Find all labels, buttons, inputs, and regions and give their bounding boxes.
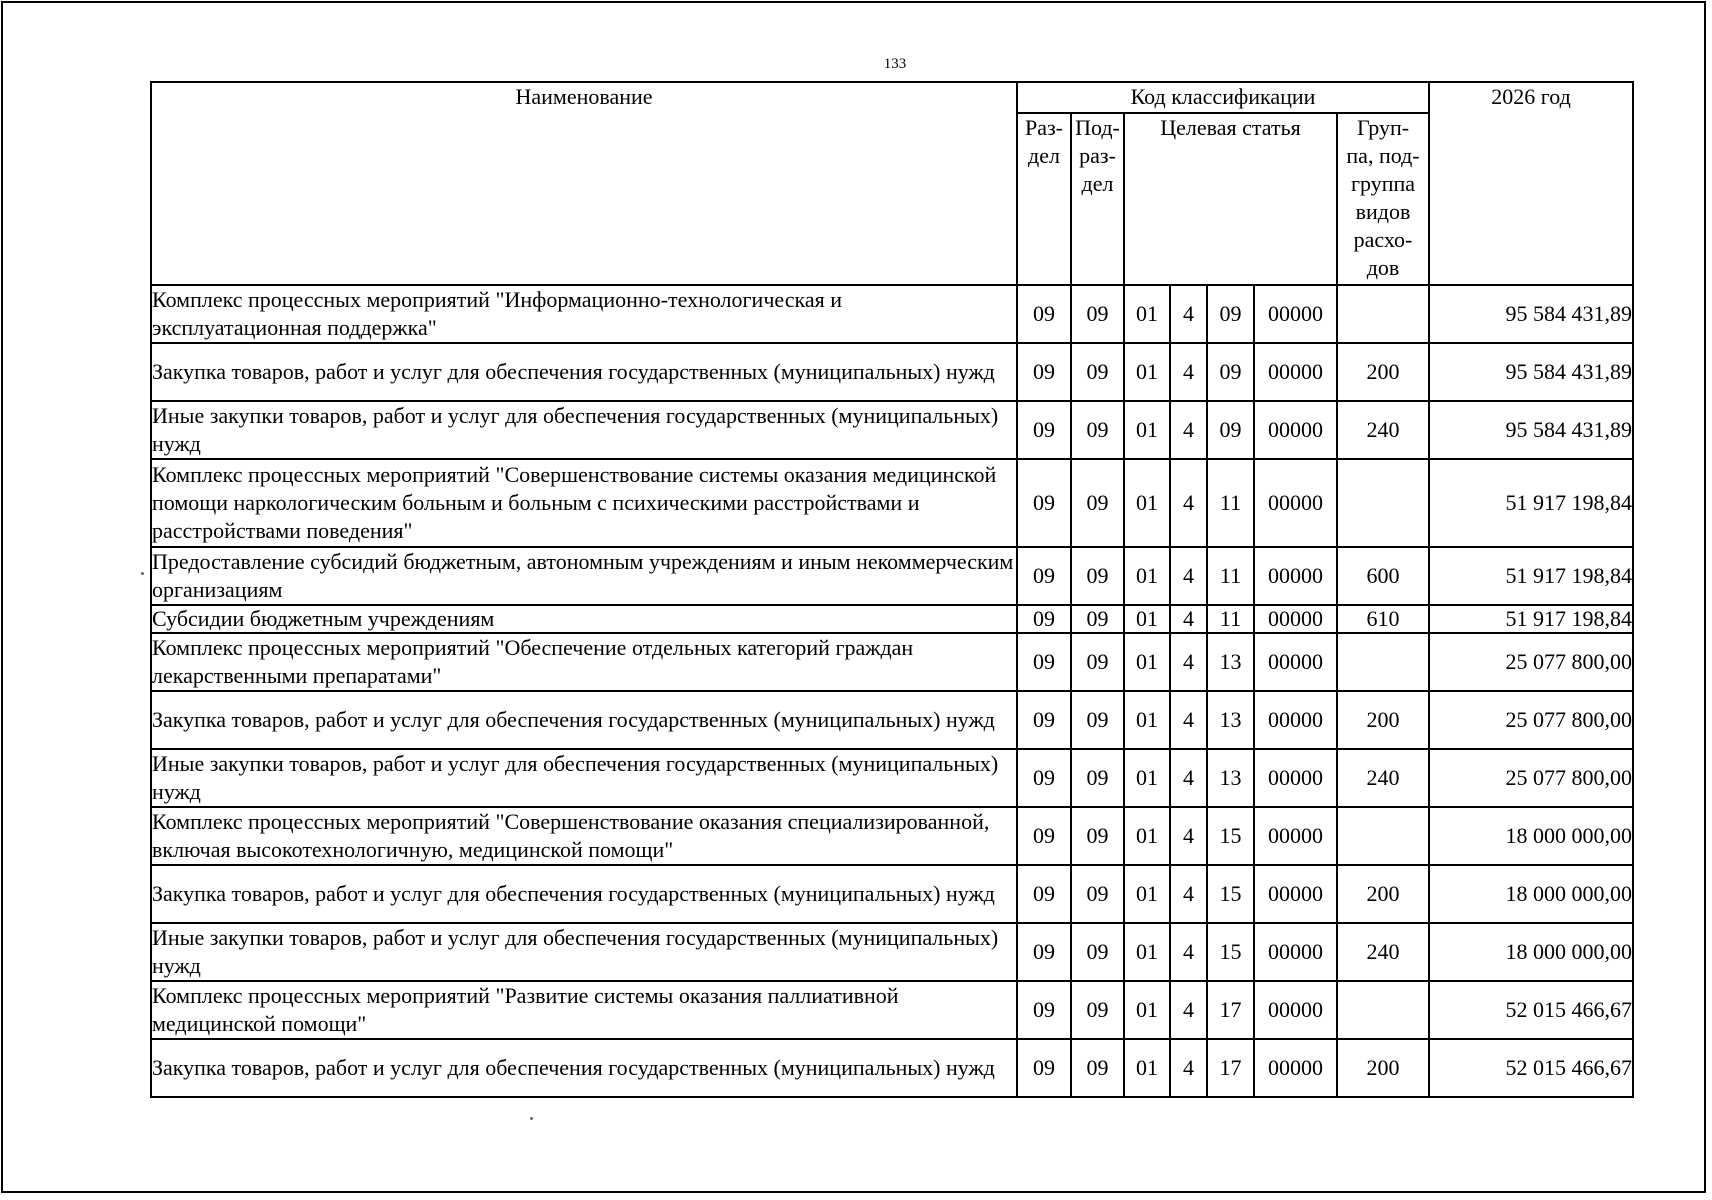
row-amount: 18 000 000,00 bbox=[1429, 865, 1633, 923]
row-subsection: 09 bbox=[1071, 749, 1124, 807]
row-section: 09 bbox=[1017, 605, 1071, 633]
row-target-type: 4 bbox=[1170, 605, 1207, 633]
row-name: Иные закупки товаров, работ и услуг для обеспечения государственных (муниципальных) нужд bbox=[151, 749, 1017, 807]
row-target-program: 01 bbox=[1124, 865, 1170, 923]
row-target-measure: 11 bbox=[1207, 547, 1254, 605]
header-target-article: Целевая статья bbox=[1124, 113, 1337, 285]
row-amount: 52 015 466,67 bbox=[1429, 981, 1633, 1039]
budget-table bbox=[150, 81, 1634, 1098]
row-expense-group bbox=[1337, 807, 1429, 865]
row-subsection: 09 bbox=[1071, 459, 1124, 547]
row-target-type: 4 bbox=[1170, 691, 1207, 749]
row-subsection: 09 bbox=[1071, 1039, 1124, 1097]
row-name: Комплекс процессных мероприятий "Совершенствование оказания специализированной, включая высокотехнологичную, медицинской помощи" bbox=[151, 807, 1017, 865]
table-row bbox=[151, 547, 1633, 605]
row-target-measure: 11 bbox=[1207, 459, 1254, 547]
row-amount: 51 917 198,84 bbox=[1429, 547, 1633, 605]
row-name: Предоставление субсидий бюджетным, автономным учреждениям и иным некоммерческим организациям bbox=[151, 547, 1017, 605]
row-target-program: 01 bbox=[1124, 691, 1170, 749]
row-target-program: 01 bbox=[1124, 923, 1170, 981]
row-target-direction: 00000 bbox=[1254, 459, 1337, 547]
table-row bbox=[151, 1039, 1633, 1097]
header-year: 2026 год bbox=[1429, 82, 1633, 285]
table-row bbox=[151, 459, 1633, 547]
row-expense-group: 200 bbox=[1337, 691, 1429, 749]
scan-speck bbox=[141, 572, 144, 575]
row-expense-group: 200 bbox=[1337, 343, 1429, 401]
row-subsection: 09 bbox=[1071, 401, 1124, 459]
row-target-measure: 15 bbox=[1207, 807, 1254, 865]
row-target-program: 01 bbox=[1124, 343, 1170, 401]
row-target-direction: 00000 bbox=[1254, 285, 1337, 343]
row-target-direction: 00000 bbox=[1254, 343, 1337, 401]
row-target-type: 4 bbox=[1170, 343, 1207, 401]
header-subsection: Под- раз- дел bbox=[1071, 113, 1124, 285]
row-expense-group bbox=[1337, 633, 1429, 691]
row-expense-group: 600 bbox=[1337, 547, 1429, 605]
row-target-type: 4 bbox=[1170, 285, 1207, 343]
row-expense-group: 200 bbox=[1337, 1039, 1429, 1097]
table-body bbox=[151, 285, 1633, 1097]
table-row bbox=[151, 691, 1633, 749]
row-target-program: 01 bbox=[1124, 749, 1170, 807]
row-target-measure: 13 bbox=[1207, 633, 1254, 691]
row-section: 09 bbox=[1017, 547, 1071, 605]
row-amount: 51 917 198,84 bbox=[1429, 459, 1633, 547]
row-expense-group bbox=[1337, 981, 1429, 1039]
row-subsection: 09 bbox=[1071, 807, 1124, 865]
row-section: 09 bbox=[1017, 459, 1071, 547]
row-expense-group: 240 bbox=[1337, 401, 1429, 459]
row-target-measure: 11 bbox=[1207, 605, 1254, 633]
row-expense-group: 240 bbox=[1337, 749, 1429, 807]
table-row bbox=[151, 401, 1633, 459]
row-amount: 18 000 000,00 bbox=[1429, 807, 1633, 865]
row-target-measure: 13 bbox=[1207, 691, 1254, 749]
row-target-measure: 09 bbox=[1207, 401, 1254, 459]
row-section: 09 bbox=[1017, 981, 1071, 1039]
row-subsection: 09 bbox=[1071, 605, 1124, 633]
row-name: Комплекс процессных мероприятий "Совершенствование системы оказания медицинской помощи наркологическим больным и больным с психическими расстройствами и расстройствами поведения" bbox=[151, 459, 1017, 547]
row-target-direction: 00000 bbox=[1254, 865, 1337, 923]
row-target-program: 01 bbox=[1124, 401, 1170, 459]
row-name: Закупка товаров, работ и услуг для обеспечения государственных (муниципальных) нужд bbox=[151, 343, 1017, 401]
row-target-direction: 00000 bbox=[1254, 923, 1337, 981]
row-target-measure: 15 bbox=[1207, 865, 1254, 923]
row-target-type: 4 bbox=[1170, 1039, 1207, 1097]
row-name: Закупка товаров, работ и услуг для обеспечения государственных (муниципальных) нужд bbox=[151, 1039, 1017, 1097]
header-expense-group: Груп- па, под- группа видов расхо- дов bbox=[1337, 113, 1429, 285]
row-subsection: 09 bbox=[1071, 923, 1124, 981]
row-target-program: 01 bbox=[1124, 459, 1170, 547]
row-section: 09 bbox=[1017, 343, 1071, 401]
table-row bbox=[151, 605, 1633, 633]
row-target-type: 4 bbox=[1170, 865, 1207, 923]
row-target-type: 4 bbox=[1170, 633, 1207, 691]
row-name: Закупка товаров, работ и услуг для обеспечения государственных (муниципальных) нужд bbox=[151, 865, 1017, 923]
header-section: Раз- дел bbox=[1017, 113, 1071, 285]
row-subsection: 09 bbox=[1071, 865, 1124, 923]
row-amount: 95 584 431,89 bbox=[1429, 401, 1633, 459]
row-target-type: 4 bbox=[1170, 401, 1207, 459]
header-classification-code: Код классификации bbox=[1017, 82, 1429, 113]
row-target-program: 01 bbox=[1124, 981, 1170, 1039]
row-name: Иные закупки товаров, работ и услуг для обеспечения государственных (муниципальных) нужд bbox=[151, 923, 1017, 981]
row-target-measure: 09 bbox=[1207, 285, 1254, 343]
table-row bbox=[151, 865, 1633, 923]
table-row bbox=[151, 981, 1633, 1039]
row-target-type: 4 bbox=[1170, 547, 1207, 605]
row-target-program: 01 bbox=[1124, 285, 1170, 343]
row-target-program: 01 bbox=[1124, 633, 1170, 691]
row-section: 09 bbox=[1017, 865, 1071, 923]
row-target-type: 4 bbox=[1170, 807, 1207, 865]
row-name: Иные закупки товаров, работ и услуг для обеспечения государственных (муниципальных) нужд bbox=[151, 401, 1017, 459]
row-expense-group: 240 bbox=[1337, 923, 1429, 981]
row-section: 09 bbox=[1017, 285, 1071, 343]
row-amount: 52 015 466,67 bbox=[1429, 1039, 1633, 1097]
table-row bbox=[151, 285, 1633, 343]
row-target-direction: 00000 bbox=[1254, 807, 1337, 865]
table-row bbox=[151, 807, 1633, 865]
row-name: Субсидии бюджетным учреждениям bbox=[151, 605, 1017, 633]
row-target-direction: 00000 bbox=[1254, 981, 1337, 1039]
row-target-type: 4 bbox=[1170, 981, 1207, 1039]
row-name: Комплекс процессных мероприятий "Развитие системы оказания паллиативной медицинской помощи" bbox=[151, 981, 1017, 1039]
row-amount: 51 917 198,84 bbox=[1429, 605, 1633, 633]
row-target-measure: 13 bbox=[1207, 749, 1254, 807]
table-row bbox=[151, 343, 1633, 401]
row-target-program: 01 bbox=[1124, 807, 1170, 865]
row-target-measure: 17 bbox=[1207, 1039, 1254, 1097]
row-target-measure: 09 bbox=[1207, 343, 1254, 401]
row-expense-group: 200 bbox=[1337, 865, 1429, 923]
row-section: 09 bbox=[1017, 633, 1071, 691]
row-name: Комплекс процессных мероприятий "Обеспечение отдельных категорий граждан лекарственными препаратами" bbox=[151, 633, 1017, 691]
row-target-type: 4 bbox=[1170, 459, 1207, 547]
row-section: 09 bbox=[1017, 749, 1071, 807]
row-subsection: 09 bbox=[1071, 633, 1124, 691]
table-row bbox=[151, 633, 1633, 691]
row-target-program: 01 bbox=[1124, 605, 1170, 633]
row-subsection: 09 bbox=[1071, 343, 1124, 401]
page-number: 133 bbox=[883, 56, 907, 72]
row-amount: 95 584 431,89 bbox=[1429, 343, 1633, 401]
row-subsection: 09 bbox=[1071, 285, 1124, 343]
row-section: 09 bbox=[1017, 1039, 1071, 1097]
row-amount: 25 077 800,00 bbox=[1429, 633, 1633, 691]
row-subsection: 09 bbox=[1071, 547, 1124, 605]
row-amount: 25 077 800,00 bbox=[1429, 691, 1633, 749]
row-target-program: 01 bbox=[1124, 547, 1170, 605]
row-expense-group bbox=[1337, 459, 1429, 547]
row-name: Закупка товаров, работ и услуг для обеспечения государственных (муниципальных) нужд bbox=[151, 691, 1017, 749]
table-row bbox=[151, 749, 1633, 807]
row-amount: 95 584 431,89 bbox=[1429, 285, 1633, 343]
row-name: Комплекс процессных мероприятий "Информационно-технологическая и эксплуатационная поддержка" bbox=[151, 285, 1017, 343]
row-section: 09 bbox=[1017, 401, 1071, 459]
row-target-direction: 00000 bbox=[1254, 605, 1337, 633]
row-amount: 18 000 000,00 bbox=[1429, 923, 1633, 981]
row-target-direction: 00000 bbox=[1254, 547, 1337, 605]
row-target-measure: 17 bbox=[1207, 981, 1254, 1039]
row-target-type: 4 bbox=[1170, 749, 1207, 807]
row-section: 09 bbox=[1017, 807, 1071, 865]
row-target-direction: 00000 bbox=[1254, 691, 1337, 749]
row-target-direction: 00000 bbox=[1254, 401, 1337, 459]
table-row bbox=[151, 923, 1633, 981]
row-target-program: 01 bbox=[1124, 1039, 1170, 1097]
row-target-direction: 00000 bbox=[1254, 749, 1337, 807]
row-target-type: 4 bbox=[1170, 923, 1207, 981]
row-subsection: 09 bbox=[1071, 981, 1124, 1039]
row-expense-group bbox=[1337, 285, 1429, 343]
row-target-measure: 15 bbox=[1207, 923, 1254, 981]
header-name: Наименование bbox=[151, 82, 1017, 285]
row-target-direction: 00000 bbox=[1254, 1039, 1337, 1097]
row-expense-group: 610 bbox=[1337, 605, 1429, 633]
row-target-direction: 00000 bbox=[1254, 633, 1337, 691]
scan-speck bbox=[530, 1117, 533, 1120]
row-amount: 25 077 800,00 bbox=[1429, 749, 1633, 807]
row-section: 09 bbox=[1017, 691, 1071, 749]
row-subsection: 09 bbox=[1071, 691, 1124, 749]
row-section: 09 bbox=[1017, 923, 1071, 981]
